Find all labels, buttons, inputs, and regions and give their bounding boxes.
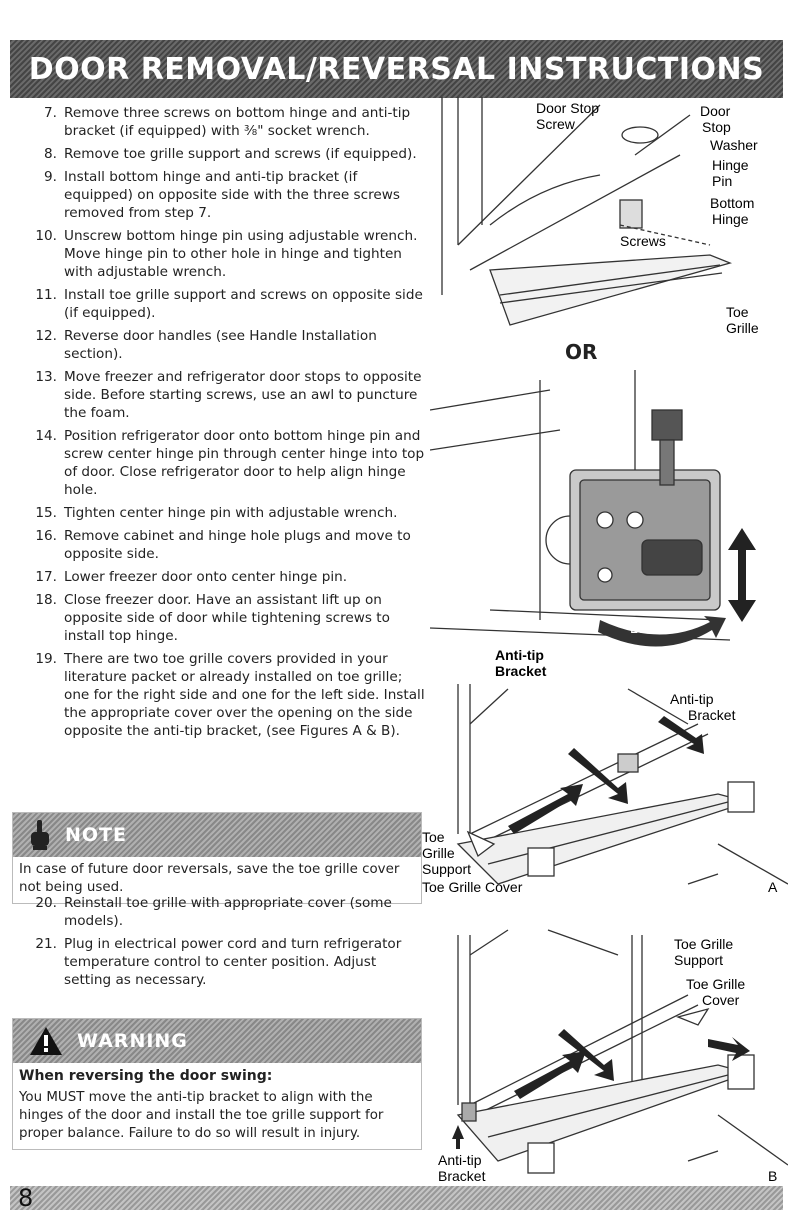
- footer-bar: [10, 1186, 783, 1210]
- step-16: 16. Remove cabinet and hinge hole plugs and move to opposite side.: [35, 528, 411, 562]
- label-b-anti-tip-1: Anti-tip: [438, 1152, 482, 1168]
- figure-a: [418, 684, 788, 896]
- or-separator: OR: [565, 340, 598, 364]
- label-b-toe-grille-cover-2: Cover: [702, 992, 740, 1008]
- label-b-toe-grille-support-2: Support: [674, 952, 724, 968]
- figure-b: [418, 925, 788, 1185]
- warning-text: You MUST move the anti-tip bracket to align with the hinges of the door and install the toe grille support for proper balance. Failure to do so will result in injury.: [19, 1090, 384, 1141]
- label-washer: Washer: [710, 137, 758, 153]
- step-9: 9. Install bottom hinge and anti-tip bracket (if equipped) on opposite side with the three screws removed from step 7.: [44, 169, 400, 221]
- label-a-anti-tip-1: Anti-tip: [670, 691, 714, 707]
- figure-letter-a: A: [768, 879, 778, 895]
- note-text: In case of future door reversals, save the toe grille cover not being used.: [19, 862, 400, 895]
- warning-box: [12, 1018, 422, 1150]
- title-banner: [10, 40, 783, 98]
- label-screws: Screws: [620, 233, 666, 249]
- label-a-support: Support: [422, 861, 472, 877]
- step-10: 10. Unscrew bottom hinge pin using adjustable wrench. Move hinge pin to other hole in hinge and tighten with adjustable wrench.: [35, 228, 418, 280]
- label-b-toe-grille-support-1: Toe Grille: [674, 936, 734, 952]
- label-a-grille: Grille: [422, 845, 455, 861]
- page-title: DOOR REMOVAL/REVERSAL INSTRUCTIONS: [28, 51, 765, 87]
- step-7: 7. Remove three screws on bottom hinge and anti-tip bracket (if equipped) with ⅜" socket wrench.: [44, 105, 411, 139]
- warning-triangle-icon: [29, 1026, 63, 1056]
- step-11: 11. Install toe grille support and screws on opposite side (if equipped).: [35, 287, 423, 321]
- steps-list-2: [26, 894, 426, 994]
- step-17: 17. Lower freezer door onto center hinge pin.: [35, 569, 348, 585]
- label-b-anti-tip-2: Bracket: [438, 1168, 486, 1184]
- label-anti-tip-2: Bracket: [495, 663, 547, 679]
- step-12: 12. Reverse door handles (see Handle Installation section).: [35, 328, 377, 362]
- note-header: [13, 813, 421, 857]
- warning-header: [13, 1019, 421, 1063]
- step-18: 18. Close freezer door. Have an assistant lift up on opposite side of door while tightening screws to install top hinge.: [35, 592, 390, 644]
- warning-label: WARNING: [77, 1030, 188, 1052]
- pointing-hand-icon: [29, 820, 51, 850]
- step-19: 19. There are two toe grille covers provided in your literature packet or already installed on toe grille; one for the right side and one for the left side. Install the appropriate cover over the opening on the side opposite the anti-tip bracket, (see Figures A & B).: [35, 651, 425, 739]
- label-toe-grille-2: Grille: [726, 320, 759, 335]
- label-bottom-hinge-2: Hinge: [712, 211, 749, 227]
- figure-bottom-hinge: [430, 95, 785, 335]
- label-hinge-pin-1: Hinge: [712, 157, 749, 173]
- label-anti-tip-1: Anti-tip: [495, 647, 544, 663]
- up-down-arrow-icon: [728, 528, 756, 622]
- warning-heading: When reversing the door swing:: [19, 1068, 273, 1084]
- warning-body: [13, 1063, 421, 1149]
- step-8: 8. Remove toe grille support and screws (if equipped).: [44, 146, 417, 162]
- label-b-toe-grille-cover-1: Toe Grille: [686, 976, 746, 992]
- step-14: 14. Position refrigerator door onto bottom hinge pin and screw center hinge pin through center hinge into top of door. Close refrigerator door to help align hinge hole.: [35, 428, 425, 498]
- step-15: 15. Tighten center hinge pin with adjustable wrench.: [35, 505, 398, 521]
- figure-anti-tip-bracket: [430, 370, 785, 680]
- note-label: NOTE: [65, 824, 127, 846]
- label-a-toe: Toe: [422, 829, 445, 845]
- step-20: 20. Reinstall toe grille with appropriate cover (some models).: [35, 895, 392, 929]
- label-door-stop-1: Door: [700, 103, 731, 119]
- label-door-stop-screw-2: Screw: [536, 116, 575, 132]
- note-box: [12, 812, 422, 904]
- label-a-toe-grille-cover: Toe Grille Cover: [422, 879, 523, 895]
- arrow-icon-b4: [452, 1125, 464, 1149]
- step-13: 13. Move freezer and refrigerator door stops to opposite side. Before starting screws, use an awl to puncture the foam.: [35, 369, 422, 421]
- label-bottom-hinge-1: Bottom: [710, 195, 755, 211]
- page-number: 8: [18, 1184, 34, 1212]
- figure-letter-b: B: [768, 1168, 778, 1184]
- label-door-stop-screw-1: Door Stop: [536, 100, 600, 116]
- label-door-stop-2: Stop: [702, 119, 731, 135]
- steps-list: [26, 104, 426, 745]
- step-21: 21. Plug in electrical power cord and turn refrigerator temperature control to center position. Adjust setting as necessary.: [35, 936, 402, 988]
- label-a-anti-tip-2: Bracket: [688, 707, 736, 723]
- label-hinge-pin-2: Pin: [712, 173, 733, 189]
- label-lower: Lower: [630, 620, 669, 636]
- label-toe-grille-1: Toe: [726, 304, 749, 320]
